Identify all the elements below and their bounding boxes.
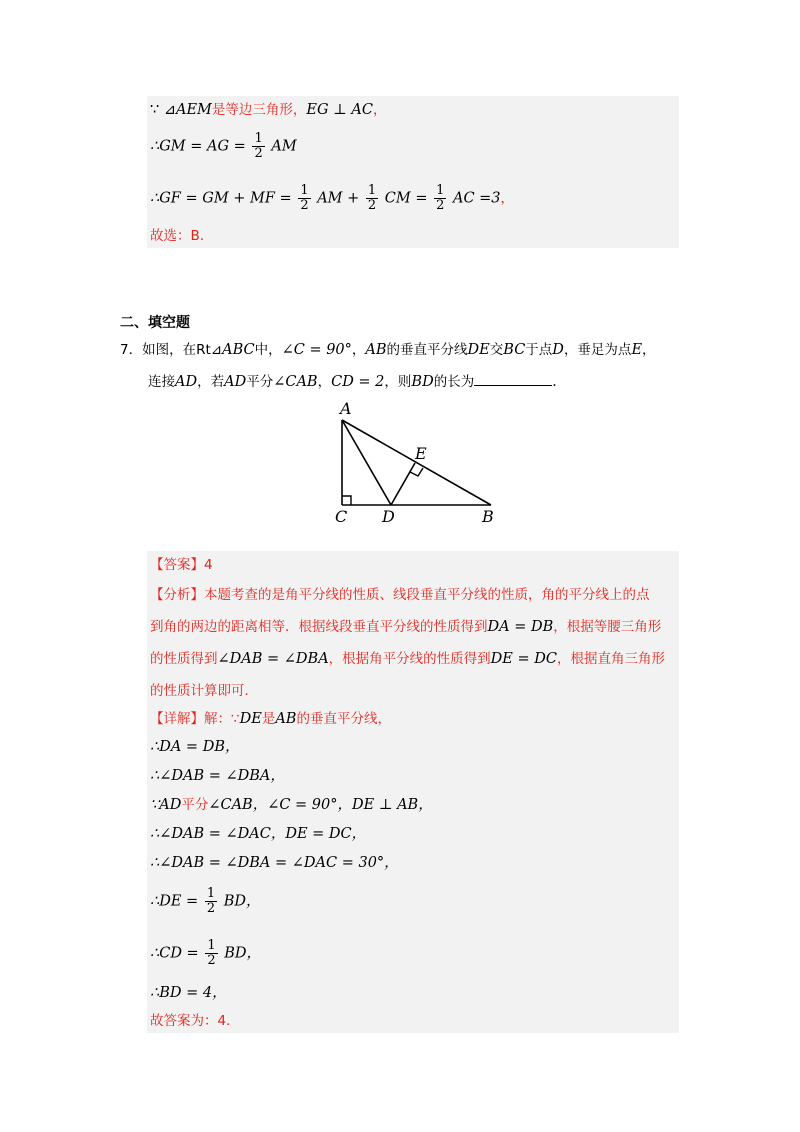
solution-line-2 (150, 132, 297, 161)
math-text: AB (275, 711, 297, 727)
text: 平分 (246, 374, 274, 390)
math-text: EG ⊥ AC (306, 102, 373, 118)
step-7 (150, 939, 261, 968)
triangle-figure (330, 398, 530, 528)
analysis-line-4: 的性质计算即可． (150, 683, 258, 699)
math-text: ∠CAB (273, 374, 318, 390)
math-text: BD (411, 374, 434, 390)
math-text: AM + (317, 190, 360, 207)
analysis-line-2 (150, 617, 661, 637)
text: ， (351, 342, 366, 358)
numerator: 1 (300, 183, 309, 198)
math-text: BC (503, 342, 526, 358)
answer-panel (147, 551, 679, 1033)
step-2: ∴∠DAB = ∠DBA， (150, 768, 285, 784)
step-4: ∴∠DAB = ∠DAC，DE = DC， (150, 826, 367, 842)
segment-AD (342, 420, 391, 505)
fraction (434, 184, 446, 213)
math-text: AD (175, 374, 198, 390)
math-text: ABC (222, 342, 255, 358)
text: ， (317, 374, 332, 390)
denominator: 2 (206, 901, 216, 916)
text: ， (372, 102, 387, 118)
step-1: ∴DA = DB， (150, 739, 240, 755)
answer-line: 【答案】4 (150, 557, 213, 573)
segment-DE (391, 463, 415, 505)
text: 是 (261, 711, 276, 727)
denominator: 2 (300, 198, 309, 213)
text: 的性质得到 (150, 651, 218, 667)
text: ， (500, 190, 515, 207)
math-text: DE (467, 342, 490, 358)
step-3 (150, 795, 433, 815)
final-answer: 故答案为：4． (150, 1013, 240, 1029)
text: ，垂足为点 (563, 342, 632, 358)
math-text: ∵AD (150, 797, 182, 813)
denominator: 2 (367, 198, 377, 213)
text: ，若 (197, 374, 225, 390)
step-8: ∴BD = 4， (150, 985, 227, 1001)
numerator: 1 (254, 131, 263, 146)
math-text: ∴GM = AG = (150, 138, 246, 155)
text: 的垂直平分线， (296, 711, 391, 727)
text: 平分 (181, 797, 209, 813)
fraction (298, 184, 310, 213)
text: 到角的两边的距离相等．根据线段垂直平分线的性质得到 (150, 619, 488, 635)
math-text: BD， (223, 893, 261, 910)
math-text: CD = 2 (331, 374, 385, 390)
math-text: ∠DAB = ∠DBA (217, 651, 329, 667)
math-text: BD， (224, 945, 261, 962)
label-A: A (340, 399, 352, 418)
math-text: ∴DE = (150, 893, 199, 910)
math-text: ∠CAB，∠C = 90°，DE ⊥ AB， (208, 797, 433, 813)
math-text: ∴GF = GM + MF = (150, 190, 292, 207)
math-text: D (552, 342, 564, 358)
math-text: E (631, 342, 643, 358)
math-text: AC =3 (452, 190, 501, 207)
fraction (252, 132, 264, 161)
fraction (366, 184, 378, 213)
numerator: 1 (207, 938, 216, 953)
question-line-1 (120, 340, 656, 360)
text: 交 (489, 342, 504, 358)
text: ， (642, 342, 656, 358)
choice-answer: 故选：B. (150, 228, 205, 244)
section-title: 二、填空题 (120, 315, 190, 331)
step-5: ∴∠DAB = ∠DBA = ∠DAC = 30°， (150, 855, 399, 871)
text: 于点 (525, 342, 553, 358)
denominator: 2 (254, 146, 263, 161)
analysis-line-3 (150, 649, 665, 669)
math-text: ∠C = 90° (281, 342, 352, 358)
math-text: AEM (175, 102, 212, 118)
fraction (205, 939, 217, 968)
numerator: 1 (436, 183, 445, 198)
text: 中， (254, 342, 282, 358)
analysis-line-1: 【分析】本题考查的是角平分线的性质、线段垂直平分线的性质，角的平分线上的点 (150, 587, 650, 603)
label-B: B (482, 507, 494, 526)
solution-panel-top (147, 96, 679, 248)
text: 的垂直平分线 (386, 342, 468, 358)
math-text: DE = DC (490, 651, 557, 667)
text: 是等边三角形， (211, 102, 307, 118)
right-angle-mark-C (342, 496, 351, 505)
text: ，根据直角三角形 (556, 651, 665, 667)
question-line-2 (148, 371, 567, 392)
denominator: 2 (207, 953, 216, 968)
label-C: C (335, 507, 348, 526)
solution-line-1 (150, 100, 386, 120)
because-symbol: ∵ ⊿ (150, 102, 176, 118)
text: 【详解】解：∵ (150, 711, 240, 727)
fraction (205, 887, 217, 916)
text: ，则 (384, 374, 412, 390)
text: ，根据角平分线的性质得到 (328, 651, 491, 667)
math-text: AB (365, 342, 387, 358)
answer-blank[interactable] (474, 371, 552, 386)
math-text: DA = DB (487, 619, 554, 635)
detail-line (150, 709, 391, 729)
text: 如图，在Rt⊿ (142, 342, 223, 358)
question-number: 7． (120, 342, 143, 358)
math-text: ∴CD = (150, 945, 199, 962)
text: 连接 (148, 374, 175, 390)
solution-line-3 (150, 184, 514, 213)
label-E: E (415, 444, 427, 463)
numerator: 1 (367, 183, 377, 198)
math-text: AM (271, 138, 297, 155)
text: 的长为 (433, 374, 475, 390)
step-6 (150, 887, 260, 916)
math-text: AD (224, 374, 247, 390)
label-D: D (382, 507, 395, 526)
math-text: CM = (384, 190, 428, 207)
numerator: 1 (206, 886, 216, 901)
denominator: 2 (436, 198, 445, 213)
text: ． (552, 374, 567, 390)
math-text: DE (239, 711, 262, 727)
text: ，根据等腰三角形 (553, 619, 662, 635)
